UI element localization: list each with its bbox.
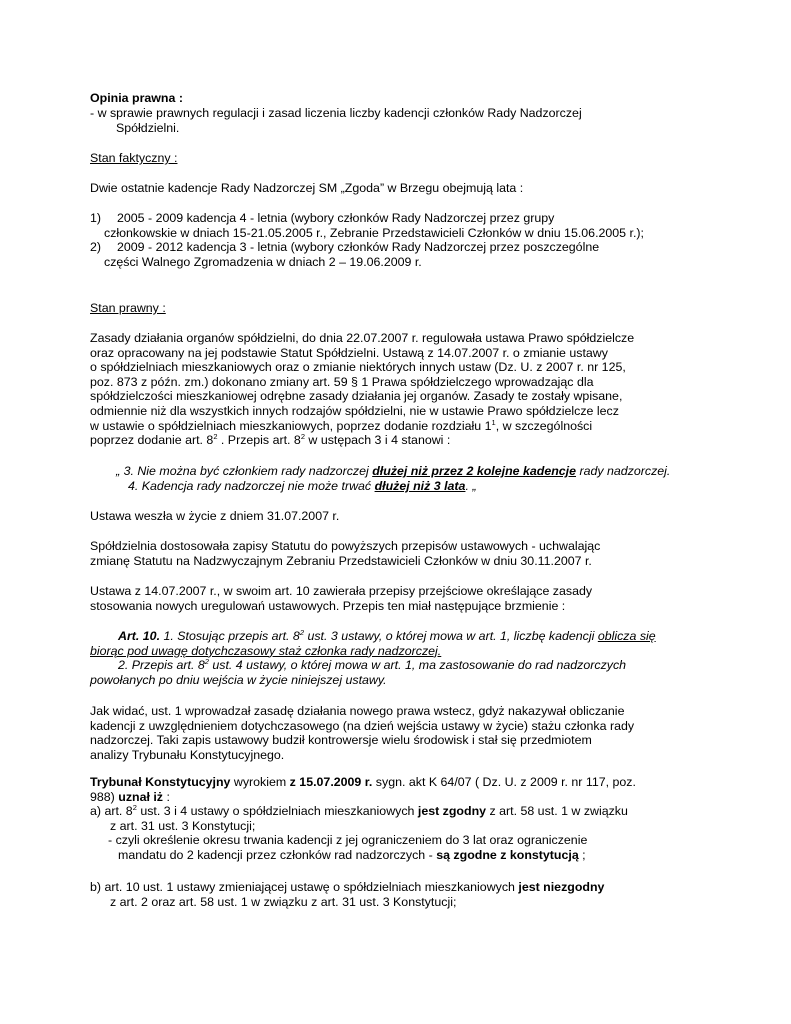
text-run: z art. 58 ust. 1 w związku [486, 804, 628, 819]
text-run: wyrokiem [230, 775, 290, 789]
paragraph-line: nadzorczej. Taki zapis ustawowy budził kontrowersje wielu środowisk i stał się przedmiotem [90, 733, 592, 748]
emphasis: oblicza się [597, 629, 656, 643]
text-run: mandatu do 2 kadencji przez członków rad nadzorczych - [118, 847, 437, 862]
list-text: 2009 - 2012 kadencja 3 - letnia (wybory członków Rady Nadzorczej przez poszczególne [117, 240, 600, 255]
paragraph-line [90, 790, 715, 805]
doc-title: Opinia prawna : [90, 91, 183, 105]
list-text-cont: części Walnego Zgromadzenia w dniach 2 – 19.06.2009 r. [104, 254, 422, 269]
paragraph-line: oraz opracowany na jej podstawie Statut Spółdzielni. Ustawą z 14.07.2007 r. o zmianie ustawy [90, 345, 608, 360]
text-run: , w szczególności [495, 418, 593, 433]
article-label: Art. 10. [118, 629, 161, 643]
list-number: 2) [90, 240, 102, 255]
emphasis: dłużej niż przez 2 kolejne kadencje [372, 464, 577, 478]
text-run: „ 3. Nie można być członkiem rady nadzorczej [116, 464, 373, 478]
paragraph-line [90, 848, 715, 863]
effective-date: Ustawa weszła w życie z dniem 31.07.2007 r. [90, 509, 340, 523]
analysis-paragraph [90, 704, 702, 762]
superscript: 2 [132, 803, 137, 813]
superscript: 2 [213, 432, 218, 442]
list-item [90, 240, 730, 255]
bold-run: są zgodne z konstytucją [436, 847, 579, 862]
text-run: . „ [465, 478, 477, 493]
superscript: 1 [491, 417, 496, 427]
list-text-cont: członkowskie w dniach 15-21.05.2005 r., Zebranie Przedstawicieli Członków w dniu 15.06.2005 r.); [104, 225, 644, 240]
paragraph-line [90, 419, 702, 434]
superscript: 2 [299, 628, 304, 637]
paragraph-line [90, 880, 715, 895]
subject-line: Spółdzielni. [116, 120, 180, 135]
paragraph-line: Zasady działania organów spółdzielni, do dnia 22.07.2007 r. regulowała ustawa Prawo spółdzielcze [90, 331, 635, 345]
quote-line: biorąc pod uwagę dotychczasowy staż członka rady nadzorczej. [90, 643, 442, 658]
paragraph-line: Jak widać, ust. 1 wprowadzał zasadę działania nowego prawa wstecz, gdyż nakazywał obliczanie [90, 704, 625, 718]
quote-line: powołanych po dniu wejścia w życie niniejszej ustawy. [90, 672, 387, 687]
text-run: w ustępach 3 i 4 stanowi : [304, 433, 451, 448]
bold-run: jest zgodny [417, 804, 487, 819]
paragraph-line: stosowania nowych uregulowań ustawowych. Przepis ten miał następujące brzmienie : [90, 598, 566, 613]
adaptation-paragraph [90, 539, 710, 568]
paragraph-line: z art. 2 oraz art. 58 ust. 1 w związku z art. 31 ust. 3 Konstytucji; [110, 894, 457, 909]
paragraph-line: Ustawa z 14.07.2007 r., w swoim art. 10 zawierała przepisy przejściowe określające zasady [90, 584, 593, 598]
law-paragraph [90, 331, 702, 448]
text-run: b) art. 10 ust. 1 ustawy zmieniającej ustawę o spółdzielniach mieszkaniowych [90, 880, 519, 894]
text-run: . Przepis art. 8 [217, 433, 301, 448]
quote-line [116, 464, 736, 479]
statute-quote [116, 464, 736, 493]
facts-intro: Dwie ostatnie kadencje Rady Nadzorczej SM „Zgoda” w Brzegu obejmują lata : [90, 181, 524, 195]
bold-run: uznał iż [118, 789, 163, 804]
tribunal-ruling [90, 775, 715, 863]
text-run: 988) [90, 789, 119, 804]
text-run: 2. Przepis art. 8 [118, 658, 205, 673]
subject [90, 106, 702, 135]
text-run: w ustawie o spółdzielniach mieszkaniowych, poprzez dodanie rozdziału 1 [90, 418, 492, 433]
text-run: ust. 3 ustawy, o której mowa w art. 1, liczbę kadencji [304, 629, 598, 643]
ruling-item-a [90, 804, 715, 819]
paragraph-line: analizy Trybunału Konstytucyjnego. [90, 747, 285, 762]
text-run: 4. Kadencja rady nadzorczej nie może trwać [128, 478, 375, 493]
article-10-quote [90, 629, 702, 687]
paragraph-line: spółdzielczości mieszkaniowej odrębne zasady działania jej organów. Zasady te zostały wpisane, [90, 389, 623, 404]
paragraph-line: o spółdzielniach mieszkaniowych oraz o zmianie niektórych innych ustaw (Dz. U. z 2007 r. nr 125, [90, 360, 626, 375]
text-run: : [163, 789, 170, 804]
bold-run: Trybunał Konstytucyjny [90, 775, 231, 789]
text-run: sygn. akt K 64/07 ( Dz. U. z 2009 r. nr 117, poz. [372, 775, 636, 789]
list-text: 2005 - 2009 kadencja 4 - letnia (wybory członków Rady Nadzorczej przez grupy [117, 211, 555, 225]
superscript: 2 [204, 657, 209, 667]
paragraph-line: Spółdzielnia dostosowała zapisy Statutu do powyższych przepisów ustawowych - uchwalając [90, 539, 601, 553]
text-run: poprzez dodanie art. 8 [90, 433, 214, 448]
paragraph-line: poz. 873 z późn. zm.) dokonano zmiany art. 59 § 1 Prawa spółdzielczego wprowadzając dla [90, 374, 594, 389]
terms-list [90, 211, 730, 269]
facts-heading: Stan faktyczny : [90, 151, 178, 165]
bold-run: jest niezgodny [518, 880, 605, 894]
paragraph-line [90, 775, 715, 790]
bold-run: z 15.07.2009 r. [289, 775, 373, 789]
paragraph-line: - czyli określenie okresu trwania kadencji z jej ograniczeniem do 3 lat oraz ograniczenie [108, 833, 588, 848]
paragraph-line [90, 433, 702, 448]
text-run: ; [578, 847, 586, 862]
paragraph-line: z art. 31 ust. 3 Konstytucji; [110, 818, 256, 833]
list-number: 1) [90, 211, 102, 225]
list-item [90, 211, 730, 226]
subject-line: - w sprawie prawnych regulacji i zasad liczenia liczby kadencji członków Rady Nadzorczej [90, 106, 582, 120]
quote-line [116, 479, 736, 494]
law-heading: Stan prawny : [90, 301, 166, 315]
quote-line [90, 629, 702, 644]
paragraph-line: odmiennie niż dla wszystkich innych rodzajów spółdzielni, nie w ustawie Prawo spółdzielcze lecz [90, 403, 619, 418]
superscript: 2 [300, 432, 305, 442]
quote-line [90, 658, 702, 673]
paragraph-line: kadencji z uwzględnieniem dotychczasowego (na dzień wejścia ustawy w życie) stażu członka rady [90, 718, 635, 733]
text-run: rady nadzorczej. [576, 464, 671, 478]
text-run: ust. 3 i 4 ustawy o spółdzielniach mieszkaniowych [136, 804, 418, 819]
paragraph-line: zmianę Statutu na Nadzwyczajnym Zebraniu Przedstawicieli Członków w dniu 30.11.2007 r. [90, 553, 592, 568]
text-run: 1. Stosując przepis art. 8 [160, 629, 300, 643]
emphasis: dłużej niż 3 lata [374, 478, 466, 493]
ruling-item-b [90, 880, 715, 909]
text-run: a) art. 8 [90, 804, 133, 819]
transition-paragraph [90, 584, 710, 613]
text-run: ust. 4 ustawy, o której mowa w art. 1, ma zastosowanie do rad nadzorczych [208, 658, 627, 673]
